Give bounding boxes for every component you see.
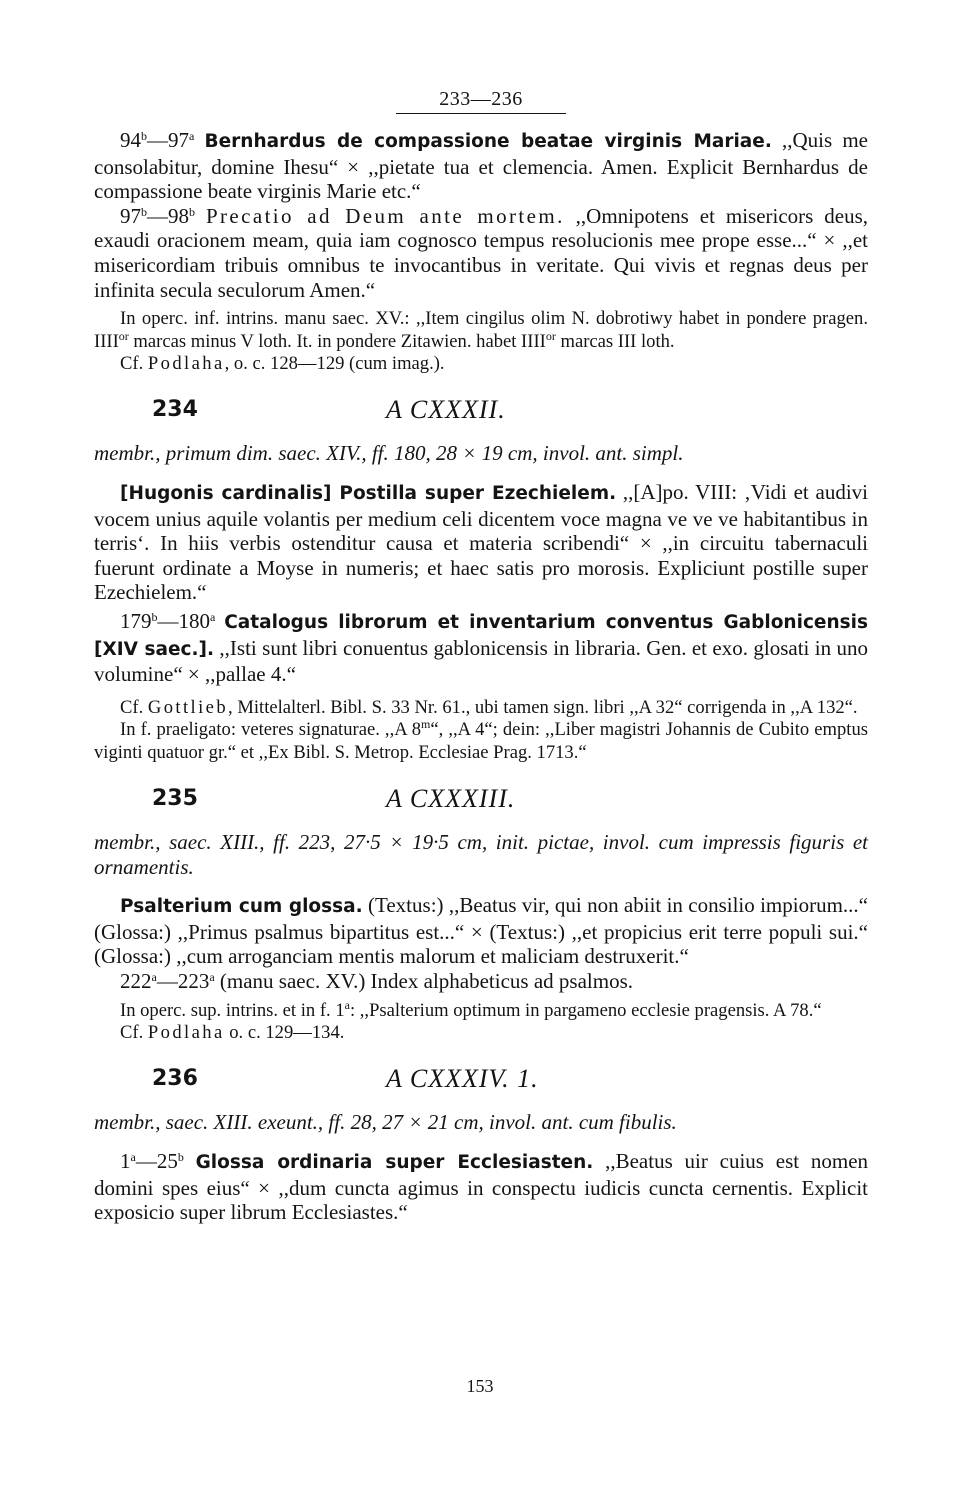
- folio-sup: b: [151, 609, 158, 624]
- folio-sup: a: [151, 969, 157, 984]
- folio-sup: b: [141, 129, 147, 143]
- folio-ref-end: —97: [147, 128, 189, 152]
- shelf-signature: A CXXXIII.: [386, 783, 516, 813]
- item-text: (Textus:) ,,Beatus vir, qui non abiit in consilio impiorum...“ (Glossa:) ,,Primus psalmus bipartitus est...“ × (Textus:) ,,et propicius erit terre populi sui.“ (Glossa:) ,,cum arroganciam mentis malorum et maliciam destruxerit.“: [94, 893, 868, 969]
- folio-ref-end: —98: [147, 203, 189, 228]
- entry-236-item-1: [94, 1149, 868, 1225]
- entry-233-note-1: [94, 308, 868, 353]
- item-text: ,,Omnipotens et misericors deus, exaudi oracionem meam, quia iam cognosco tempus resolucionis mee prope esse...“ × ,,et misericordiam tribuis omnibus te invocantibus in veritate. Qui vivis et regnas deus per infinita secula seculorum Amen.“: [94, 203, 869, 302]
- note-sup: m: [421, 717, 431, 732]
- entry-234-item-2: [94, 609, 868, 687]
- folio-ref: 179: [120, 608, 152, 633]
- folio-ref-end: —180: [157, 608, 210, 633]
- folio-ref-end: —223: [156, 968, 210, 993]
- author-name: Podlaha: [147, 1021, 225, 1043]
- item-title: Bernhardus de compassione beatae virginis Mariae.: [204, 131, 772, 152]
- entry-235-item-2: [94, 969, 868, 994]
- entry-number: 236: [152, 1066, 198, 1092]
- entry-233-item-2: [94, 204, 868, 302]
- folio-sup: a: [209, 969, 215, 984]
- folio-ref: 97: [120, 203, 141, 228]
- entry-number: 234: [152, 397, 198, 423]
- folio-ref: 1: [120, 1148, 131, 1173]
- note-text: o. c. 129—134.: [224, 1021, 345, 1043]
- folio-sup: a: [210, 609, 216, 624]
- note-text: marcas minus V loth. It. in pondere Zitawien. habet IIII: [128, 330, 546, 352]
- item-title: Psalterium cum glossa.: [120, 896, 363, 918]
- note-sup: a: [344, 997, 350, 1012]
- entry-235-note-2: [94, 1022, 868, 1044]
- folio-sup: b: [177, 1149, 184, 1164]
- note-text: Cf.: [120, 1021, 148, 1043]
- folio-sup: b: [189, 204, 195, 219]
- note-text: In f. praeligato: veteres signaturae. ,,A 8: [120, 719, 421, 741]
- author-name: Podlaha: [147, 352, 225, 374]
- note-text: , o. c. 128—129 (cum imag.).: [224, 352, 445, 374]
- entry-234-description: membr., primum dim. saec. XIV., ff. 180, 28 × 19 cm, invol. ant. simpl.: [94, 441, 684, 466]
- author-name: Gottlieb: [147, 696, 229, 718]
- running-head: 233—236: [439, 88, 523, 110]
- note-text: marcas III loth.: [555, 330, 675, 352]
- entry-number: 235: [152, 785, 198, 811]
- entry-234-item-1: [94, 480, 868, 605]
- item-title: Precatio ad Deum ante mortem.: [205, 203, 565, 228]
- folio-ref-end: —25: [135, 1148, 178, 1173]
- entry-235-description: membr., saec. XIII., ff. 223, 27·5 × 19·5 cm, init. pictae, invol. cum impressis figuris et ornamentis.: [94, 829, 868, 879]
- entry-235-note-1: [94, 997, 868, 1022]
- note-sup: or: [545, 328, 556, 343]
- entry-234-heading: [94, 395, 868, 429]
- item-text: ,,[A]po. VIII: ‚Vidi et audivi vocem unius aquile volantis per medium celi dicentem voce magna ve ve ve habitantibus in terris‘. In hiis verbis ostenditur causa et materia scribendi“ × ,,in circuitu tabernaculi fuerunt ordinate a Moyse in numeris; et haec satis pro morosis. Expliciunt postille super Ezechielem.“: [94, 479, 868, 605]
- page-number: 153: [466, 1376, 494, 1396]
- entry-235-item-1: [94, 893, 868, 969]
- folio-sup: a: [130, 1149, 136, 1164]
- item-title: Catalogus librorum et inventarium conventus Gablonicensis [XIV saec.].: [94, 611, 868, 660]
- item-title: Glossa ordinaria super Ecclesiasten.: [195, 1151, 594, 1173]
- running-head-rule: [396, 113, 566, 114]
- folio-sup: b: [141, 204, 147, 219]
- entry-236-heading: [94, 1064, 868, 1098]
- item-text: (manu saec. XV.) Index alphabeticus ad psalmos.: [214, 968, 633, 993]
- item-text: ,,Beatus uir cuius est nomen domini spes eius“ × ,,dum cuncta agimus in conspectu iudicis cuncta cernentis. Explicit exposicio super librum Ecclesiastes.“: [94, 1148, 869, 1225]
- note-text: In operc. inf. intrins. manu saec. XV.: ,,Item cingilus olim N. dobrotiwy habet in pondere pragen. IIII: [94, 308, 868, 352]
- folio-ref: 94: [120, 128, 141, 152]
- page-body: [94, 88, 868, 1225]
- note-text: In operc. sup. intrins. et in f. 1: [120, 999, 345, 1021]
- entry-234-note-1: [94, 697, 868, 719]
- entry-233-note-2: [94, 353, 868, 375]
- entry-233-item-1: [94, 128, 868, 204]
- item-text: ,,Quis me consolabitur, domine Ihesu“ × ,,pietate tua et clemencia. Amen. Explicit Bernhardus de compassione beate virginis Marie etc.“: [94, 128, 869, 204]
- item-title: [Hugonis cardinalis] Postilla super Ezechielem.: [120, 482, 617, 504]
- shelf-signature: A CXXXIV. 1.: [386, 1064, 539, 1094]
- entry-236-description: membr., saec. XIII. exeunt., ff. 28, 27 × 21 cm, invol. ant. cum fibulis.: [94, 1110, 677, 1135]
- note-text: Cf.: [120, 696, 148, 718]
- shelf-signature: A CXXXII.: [386, 395, 506, 425]
- folio-sup: a: [189, 129, 195, 143]
- entry-234-note-2: [94, 719, 868, 764]
- note-text: : ,,Psalterium optimum in pargameno ecclesie pragensis. A 78.“: [349, 999, 822, 1021]
- folio-ref: 222: [120, 968, 152, 993]
- item-text: ,,Isti sunt libri conuentus gablonicensis in libraria. Gen. et exo. glosati in uno volumine“ × ,,pallae 4.“: [94, 635, 868, 687]
- note-text: , Mittelalterl. Bibl. S. 33 Nr. 61., ubi tamen sign. libri ,,A 32“ corrigenda in ,,A 132“.: [228, 696, 858, 718]
- note-text: Cf.: [120, 352, 148, 374]
- note-sup: or: [118, 328, 129, 343]
- entry-235-heading: [94, 784, 868, 818]
- note-text: “, ,,A 4“; dein: ,,Liber magistri Johannis de Cubito emptus viginti quatuor gr.“ et ,,Ex Bibl. S. Metrop. Ecclesiae Prag. 1713.“: [94, 719, 868, 763]
